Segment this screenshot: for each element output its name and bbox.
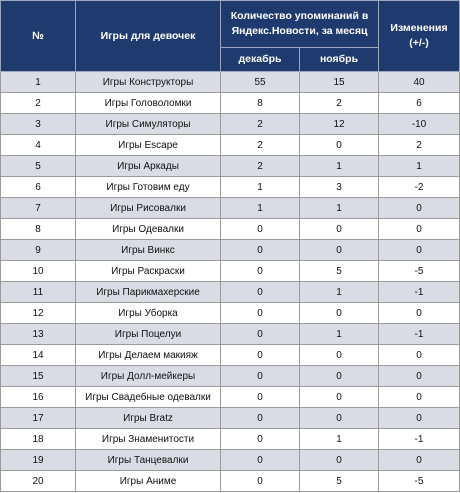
- cell-game-name: Игры Раскраски: [76, 261, 221, 282]
- cell-november: 1: [300, 324, 379, 345]
- cell-number: 6: [1, 177, 76, 198]
- cell-game-name: Игры Рисовалки: [76, 198, 221, 219]
- table-row: [1, 408, 460, 429]
- cell-number: 13: [1, 324, 76, 345]
- cell-december: 0: [221, 450, 300, 471]
- cell-december: 0: [221, 366, 300, 387]
- cell-december: 8: [221, 93, 300, 114]
- table-row: [1, 219, 460, 240]
- table-row: [1, 345, 460, 366]
- cell-change: 2: [379, 135, 460, 156]
- table-row: [1, 240, 460, 261]
- cell-change: 0: [379, 219, 460, 240]
- cell-game-name: Игры Делаем макияж: [76, 345, 221, 366]
- cell-number: 11: [1, 282, 76, 303]
- cell-november: 12: [300, 114, 379, 135]
- cell-number: 18: [1, 429, 76, 450]
- cell-december: 0: [221, 387, 300, 408]
- cell-change: -1: [379, 282, 460, 303]
- cell-change: 1: [379, 156, 460, 177]
- cell-game-name: Игры Уборка: [76, 303, 221, 324]
- cell-november: 15: [300, 72, 379, 93]
- cell-december: 2: [221, 156, 300, 177]
- cell-november: 0: [300, 387, 379, 408]
- cell-game-name: Игры Одевалки: [76, 219, 221, 240]
- cell-november: 0: [300, 345, 379, 366]
- cell-november: 1: [300, 156, 379, 177]
- cell-number: 1: [1, 72, 76, 93]
- cell-change: -1: [379, 429, 460, 450]
- cell-december: 55: [221, 72, 300, 93]
- cell-number: 4: [1, 135, 76, 156]
- cell-december: 2: [221, 114, 300, 135]
- cell-game-name: Игры Готовим еду: [76, 177, 221, 198]
- cell-november: 5: [300, 471, 379, 492]
- cell-november: 0: [300, 303, 379, 324]
- table-row: [1, 450, 460, 471]
- cell-december: 0: [221, 261, 300, 282]
- cell-number: 8: [1, 219, 76, 240]
- cell-november: 0: [300, 450, 379, 471]
- cell-december: 1: [221, 177, 300, 198]
- cell-december: 0: [221, 240, 300, 261]
- header-change: Изменения (+/-): [379, 1, 460, 72]
- cell-change: 0: [379, 366, 460, 387]
- cell-number: 10: [1, 261, 76, 282]
- cell-number: 14: [1, 345, 76, 366]
- cell-change: -5: [379, 261, 460, 282]
- table-row: [1, 282, 460, 303]
- cell-change: -5: [379, 471, 460, 492]
- cell-change: 40: [379, 72, 460, 93]
- cell-number: 15: [1, 366, 76, 387]
- table-row: [1, 114, 460, 135]
- cell-number: 7: [1, 198, 76, 219]
- header-number: №: [1, 1, 76, 72]
- cell-november: 1: [300, 282, 379, 303]
- cell-november: 1: [300, 429, 379, 450]
- cell-number: 19: [1, 450, 76, 471]
- table-row: [1, 135, 460, 156]
- cell-change: 0: [379, 198, 460, 219]
- cell-change: -1: [379, 324, 460, 345]
- cell-game-name: Игры Escape: [76, 135, 221, 156]
- cell-december: 1: [221, 198, 300, 219]
- cell-game-name: Игры Аниме: [76, 471, 221, 492]
- cell-november: 0: [300, 408, 379, 429]
- cell-number: 5: [1, 156, 76, 177]
- cell-change: 0: [379, 345, 460, 366]
- table-row: [1, 198, 460, 219]
- cell-number: 2: [1, 93, 76, 114]
- cell-november: 1: [300, 198, 379, 219]
- cell-game-name: Игры Конструкторы: [76, 72, 221, 93]
- cell-number: 3: [1, 114, 76, 135]
- table-header: [1, 1, 460, 72]
- cell-number: 20: [1, 471, 76, 492]
- cell-november: 2: [300, 93, 379, 114]
- table-row: [1, 429, 460, 450]
- table-row: [1, 72, 460, 93]
- cell-game-name: Игры Симуляторы: [76, 114, 221, 135]
- cell-game-name: Игры Поцелуи: [76, 324, 221, 345]
- header-mentions: Количество упоминаний в Яндекс.Новости, за месяц: [221, 1, 379, 48]
- table-row: [1, 387, 460, 408]
- cell-change: -10: [379, 114, 460, 135]
- cell-december: 0: [221, 303, 300, 324]
- cell-december: 0: [221, 282, 300, 303]
- cell-december: 0: [221, 345, 300, 366]
- cell-change: 6: [379, 93, 460, 114]
- cell-december: 2: [221, 135, 300, 156]
- cell-change: 0: [379, 240, 460, 261]
- cell-change: 0: [379, 450, 460, 471]
- cell-number: 16: [1, 387, 76, 408]
- cell-november: 0: [300, 240, 379, 261]
- cell-november: 0: [300, 135, 379, 156]
- table-row: [1, 471, 460, 492]
- cell-november: 5: [300, 261, 379, 282]
- cell-change: 0: [379, 408, 460, 429]
- table-row: [1, 324, 460, 345]
- cell-game-name: Игры Парикмахерские: [76, 282, 221, 303]
- table-row: [1, 366, 460, 387]
- cell-december: 0: [221, 471, 300, 492]
- cell-november: 0: [300, 366, 379, 387]
- cell-change: -2: [379, 177, 460, 198]
- table-row: [1, 303, 460, 324]
- table-body: [1, 72, 460, 492]
- cell-game-name: Игры Знаменитости: [76, 429, 221, 450]
- cell-number: 17: [1, 408, 76, 429]
- cell-game-name: Игры Свадебные одевалки: [76, 387, 221, 408]
- header-game-name: Игры для девочек: [76, 1, 221, 72]
- cell-change: 0: [379, 303, 460, 324]
- cell-number: 9: [1, 240, 76, 261]
- cell-december: 0: [221, 324, 300, 345]
- table-row: [1, 93, 460, 114]
- cell-game-name: Игры Головоломки: [76, 93, 221, 114]
- cell-november: 3: [300, 177, 379, 198]
- cell-game-name: Игры Аркады: [76, 156, 221, 177]
- header-november: ноябрь: [300, 48, 379, 72]
- cell-game-name: Игры Винкс: [76, 240, 221, 261]
- cell-number: 12: [1, 303, 76, 324]
- cell-december: 0: [221, 429, 300, 450]
- cell-change: 0: [379, 387, 460, 408]
- cell-december: 0: [221, 408, 300, 429]
- cell-game-name: Игры Долл-мейкеры: [76, 366, 221, 387]
- cell-game-name: Игры Танцевалки: [76, 450, 221, 471]
- header-december: декабрь: [221, 48, 300, 72]
- table-row: [1, 156, 460, 177]
- cell-december: 0: [221, 219, 300, 240]
- table-row: [1, 177, 460, 198]
- cell-game-name: Игры Bratz: [76, 408, 221, 429]
- cell-november: 0: [300, 219, 379, 240]
- table-row: [1, 261, 460, 282]
